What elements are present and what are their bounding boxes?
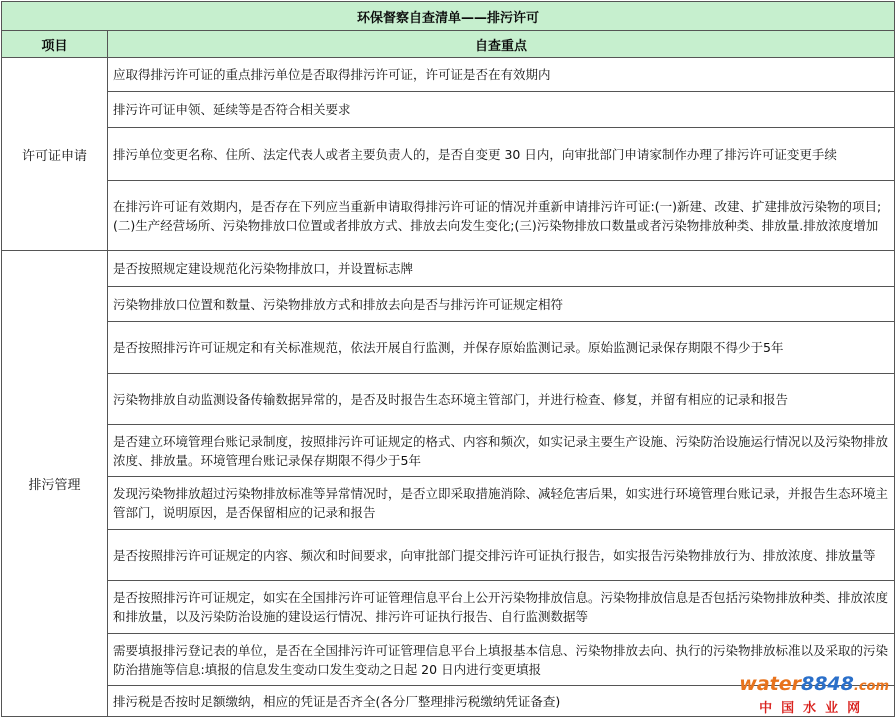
check-item: 在排污许可证有效期内，是否存在下列应当重新申请取得排污许可证的情况并重新申请排污许可证:(一)新建、改建、扩建排放污染物的项目;(二)生产经营场所、污染物排放口位置或者排放方式、排放去向发生变化;(三)污染物排放口数量或者污染物排放种类、排放量.排放浓度增加 <box>108 181 895 251</box>
watermark-subtitle: 中国水业网 <box>759 701 870 716</box>
check-item: 排污许可证申领、延续等是否符合相关要求 <box>108 92 895 128</box>
table-row <box>2 251 895 287</box>
checklist-table <box>1 1 895 717</box>
check-item: 发现污染物排放超过污染物排放标准等异常情况时，是否立即采取措施消除、减轻危害后果，如实进行环境管理台账记录，并报告生态环境主管部门，说明原因，是否保留相应的记录和报告 <box>108 477 895 530</box>
title-row <box>2 2 895 31</box>
table-row <box>2 581 895 634</box>
table-title: 环保督察自查清单——排污许可 <box>2 2 895 31</box>
category-discharge-management: 排污管理 <box>2 251 108 717</box>
check-item: 污染物排放自动监测设备传输数据异常的，是否及时报告生态环境主管部门，并进行检查、修复，并留有相应的记录和报告 <box>108 374 895 425</box>
check-item: 是否按照排污许可证规定和有关标准规范，依法开展自行监测，并保存原始监测记录。原始监测记录保存期限不得少于5年 <box>108 322 895 374</box>
header-row <box>2 31 895 58</box>
check-item: 排污单位变更名称、住所、法定代表人或者主要负责人的，是否自变更 30 日内，向审批部门申请家制作办理了排污许可证变更手续 <box>108 128 895 181</box>
check-item: 需要填报排污登记表的单位，是否在全国排污许可证管理信息平台上填报基本信息、污染物排放去向、执行的污染物排放标准以及采取的污染防治措施等信息:填报的信息发生变动口发生变动之日起 20 日内进行变更填报 <box>108 634 895 686</box>
table-row <box>2 374 895 425</box>
check-item: 污染物排放口位置和数量、污染物排放方式和排放去向是否与排污许可证规定相符 <box>108 287 895 322</box>
table-row <box>2 425 895 477</box>
check-item: 是否建立环境管理台账记录制度，按照排污许可证规定的格式、内容和频次，如实记录主要生产设施、污染防治设施运行情况以及污染物排放浓度、排放量。环境管理台账记录保存期限不得少于5年 <box>108 425 895 477</box>
table-row <box>2 128 895 181</box>
check-item: 是否按照排污许可证规定，如实在全国排污许可证管理信息平台上公开污染物排放信息。污染物排放信息是否包括污染物排放种类、排放浓度和排放量，以及污染防治设施的建设运行情况、排污许可证执行报告、自行监测数据等 <box>108 581 895 634</box>
table-row <box>2 181 895 251</box>
column-header-focus: 自查重点 <box>108 31 895 58</box>
table-row <box>2 322 895 374</box>
check-item: 应取得排污许可证的重点排污单位是否取得排污许可证，许可证是否在有效期内 <box>108 58 895 92</box>
check-item: 是否按照排污许可证规定的内容、频次和时间要求，向审批部门提交排污许可证执行报告，如实报告污染物排放行为、排放浓度、排放量等 <box>108 530 895 581</box>
table-row <box>2 58 895 92</box>
table-row <box>2 477 895 530</box>
table-row <box>2 287 895 322</box>
table-row <box>2 92 895 128</box>
category-license-application: 许可证申请 <box>2 58 108 251</box>
watermark-logo <box>739 675 889 716</box>
column-header-project: 项目 <box>2 31 108 58</box>
check-item: 排污税是否按时足额缴纳，相应的凭证是否齐全(各分厂整理排污税缴纳凭证备查) <box>108 686 895 717</box>
table-row <box>2 530 895 581</box>
watermark-logo-text: water8848.com <box>739 673 889 695</box>
check-item: 是否按照规定建设规范化污染物排放口，并设置标志牌 <box>108 251 895 287</box>
